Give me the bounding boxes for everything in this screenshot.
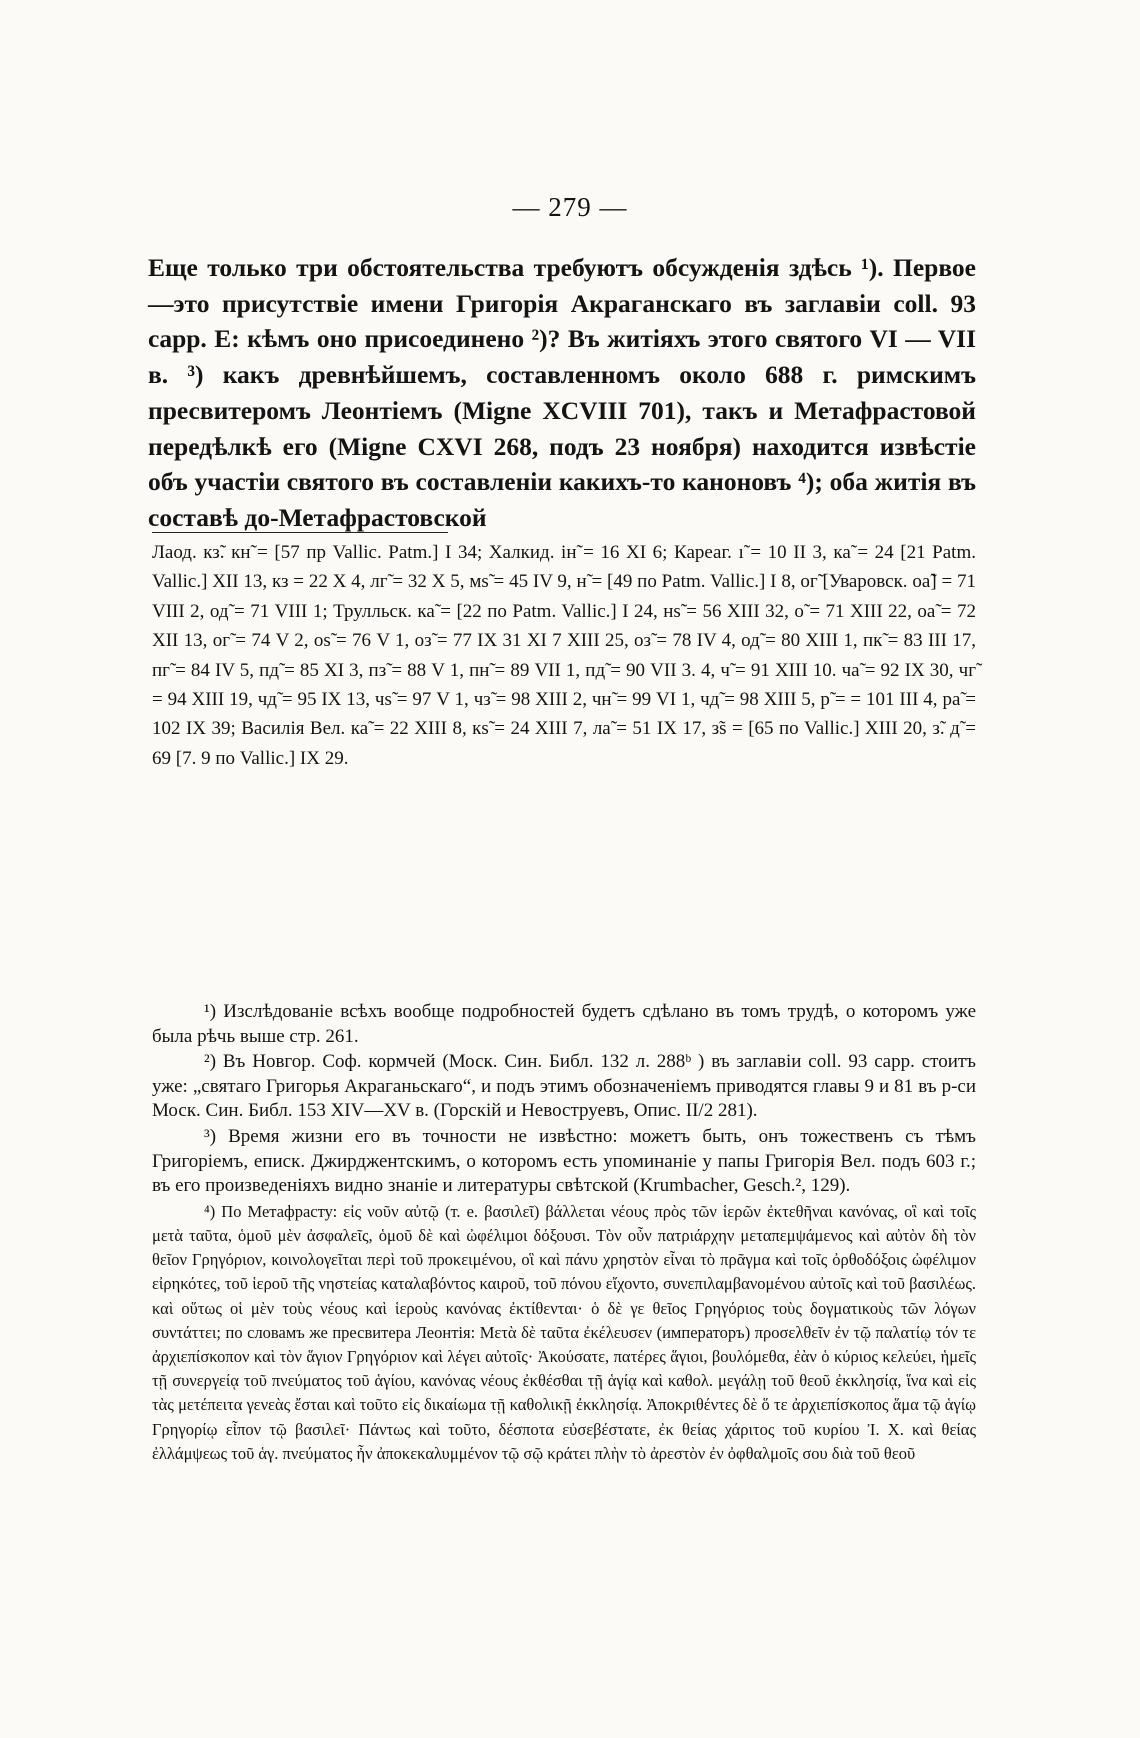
footnotes	[152, 1000, 976, 1467]
footnote-3: ³) Время жизни его въ точности не извѣстно: можетъ быть, онъ тожественъ съ тѣмъ Григоріемъ, еписк. Джирджентскимъ, о которомъ есть упоминаніе у папы Григорія Вел. подъ 603 г.; въ его произведеніяхъ видно знаніе и литературы свѣтской (Krumbacher, Gesch.², 129).	[152, 1125, 976, 1197]
footnote-continuation	[152, 538, 976, 773]
page-number: — 279 —	[512, 192, 628, 222]
footnote-4: ⁴) По Метафрасту: εἰς νοῦν αὐτῷ (т. е. βασιλεῖ) βάλλεται νέους πρὸς τῶν ἱερῶν ἐκτεθῆναι κανόνας, οἳ καὶ τοῖς μετὰ ταῦτα, ὁμοῦ μὲν ἀσφαλεῖς, ὁμοῦ δὲ καὶ ὠφέλιμοι δόξουσι. Τὸν οὖν πατριάρχην μεταπεμψάμενος καὶ αὐτὸν δὴ τὸν θεῖον Γρηγόριον, κοινολογεῖται περὶ τοῦ προκειμένου, οἳ καὶ πάνυ χρηστὸν εἶναι τὸ πρᾶγμα καὶ τοῖς ὀρθοδόξοις ὠφέλιμον εἰρηκότες, τοῦ ἱεροῦ τῆς νηστείας καταλαβόντος καιροῦ, τοῦ πόνου εἴχοντο, συνεπιλαμβανομένου αὐτοῖς καὶ τοῦ βασιλέως. καὶ οὕτως οἱ μὲν τοὺς νέους καὶ ἱεροὺς κανόνας ἐκτίθενται· ὁ δὲ γε θεῖος Γρηγόριος τοὺς δογματικοὺς τῶν λόγων συντάττει; по словамъ же пресвитера Леонтія: Μετὰ δὲ ταῦτα ἐκέλευσεν (императоръ) προσελθεῖν ἐν τῷ παλατίῳ τόν τε ἀρχιεπίσκοπον καὶ τὸν ἅγιον Γρηγόριον καὶ λέγει αὐτοῖς· Ἀκούσατε, πατέρες ἅγιοι, βουλόμεθα, ἐὰν ὁ κύριος κελεύει, ἡμεῖς τῇ συνεργείᾳ τοῦ πνεύματος τοῦ ἁγίου, κανόνας νέους ἐκθέσθαι τῇ ἁγίᾳ καὶ καθολ. μεγάλῃ τοῦ θεοῦ ἐκκλησίᾳ, ἵνα καὶ εἰς τὰς μετέπειτα γενεὰς ἔσται καὶ τοῦτο εἰς δικαίωμα τῇ καθολικῇ ἐκκλησίᾳ. Ἀποκριθέντες δὲ ὅ τε ἀρχιεπίσκοπος ἅμα τῷ ἁγίῳ Γρηγορίῳ εἶπον τῷ βασιλεῖ· Πάντως καὶ τοῦτο, δέσποτα εὐσεβέστατε, ἐκ θείας χάριτος τοῦ κυρίου Ἰ. Χ. καὶ θείας ἐλλάμψεως τοῦ ἁγ. πνεύματος ἦν ἀποκεκαλυμμένον τῷ σῷ κράτει πλὴν τὸ ἀρεστὸν ἐν ὀφθαλμοῖς σου διὰ τοῦ θεοῦ	[152, 1201, 976, 1463]
footnote-2: ²) Въ Новгор. Соф. кормчей (Моск. Син. Библ. 132 л. 288ᵇ ) въ заглавіи coll. 93 capp. стоитъ уже: „святаго Григорья Акраганьскаго“, и подъ этимъ обозначеніемъ приводятся главы 9 и 81 въ р-си Моск. Син. Библ. 153 XIV—XV в. (Горскій и Невоструевъ, Опис. II/2 281).	[152, 1051, 976, 1122]
footnote-separator	[152, 532, 448, 533]
body-text	[148, 250, 976, 536]
main-paragraph: Еще только три обстоятельства требуютъ обсужденія здѣсь ¹). Первое—это присутствіе имени Григорія Акраганскаго въ заглавіи coll. 93 capp. Е: кѣмъ оно присоединено ²)? Въ житіяхъ этого святого VI — VII в. ³) какъ древнѣйшемъ, составленномъ около 688 г. римскимъ пресвитеромъ Леонтіемъ (Migne XCVIII 701), такъ и Метафрастовой передѣлкѣ его (Migne CXVI 268, подъ 23 ноября) находится извѣстіе объ участіи святого въ составленіи какихъ-то каноновъ ⁴); оба житія въ составѣ до-Метафрастовской	[148, 253, 976, 532]
canon-references: Лаод. кз̃. кн̃ = [57 пр Vallic. Patm.] I 34; Халкид. ін̃ = 16 XI 6; Кареаг. ı̃ = 10 II 3, ка̃ = 24 [21 Patm. Vallic.] XII 13, кз = 22 X 4, лг̃ = 32 X 5, мѕ̃ = 45 IV 9, н̃ = [49 по Patm. Vallic.] I 8, ог̃ [Уваровск. оа̃] = 71 VIII 2, од̃ = 71 VIII 1; Трулльск. ка̃ = [22 по Patm. Vallic.] I 24, нѕ̃ = 56 XIII 32, о̃ = 71 XIII 22, оа̃ = 72 XII 13, ог̃ = 74 V 2, оѕ̃ = 76 V 1, оз̃ = 77 IX 31 XI 7 XIII 25, оз̃ = 78 IV 4, од̃ = 80 XIII 1, пк̃ = 83 III 17, пг̃ = 84 IV 5, пд̃ = 85 XI 3, пз̃ = 88 V 1, пн̃ = 89 VII 1, пд̃ = 90 VII 3. 4, ч̃ = 91 XIII 10. ча̃ = 92 IX 30, чг̃ = 94 XIII 19, чд̃ = 95 IX 13, чѕ̃ = 97 V 1, чз̃ = 98 XIII 2, чн̃ = 99 VI 1, чд̃ = 98 XIII 5, р̃ = = 101 III 4, ра̃ = 102 IX 39; Василія Вел. ка̃ = 22 XIII 8, кѕ̃ = 24 XIII 7, ла̃ = 51 IX 17, з̃ѕ = [65 по Vallic.] XIII 20, з̃. д̃ = 69 [7. 9 по Vallic.] IX 29.	[152, 542, 976, 769]
footnote-1: ¹) Изслѣдованіе всѣхъ вообще подробностей будетъ сдѣлано въ томъ трудѣ, о которомъ уже была рѣчь выше стр. 261.	[152, 1001, 976, 1047]
